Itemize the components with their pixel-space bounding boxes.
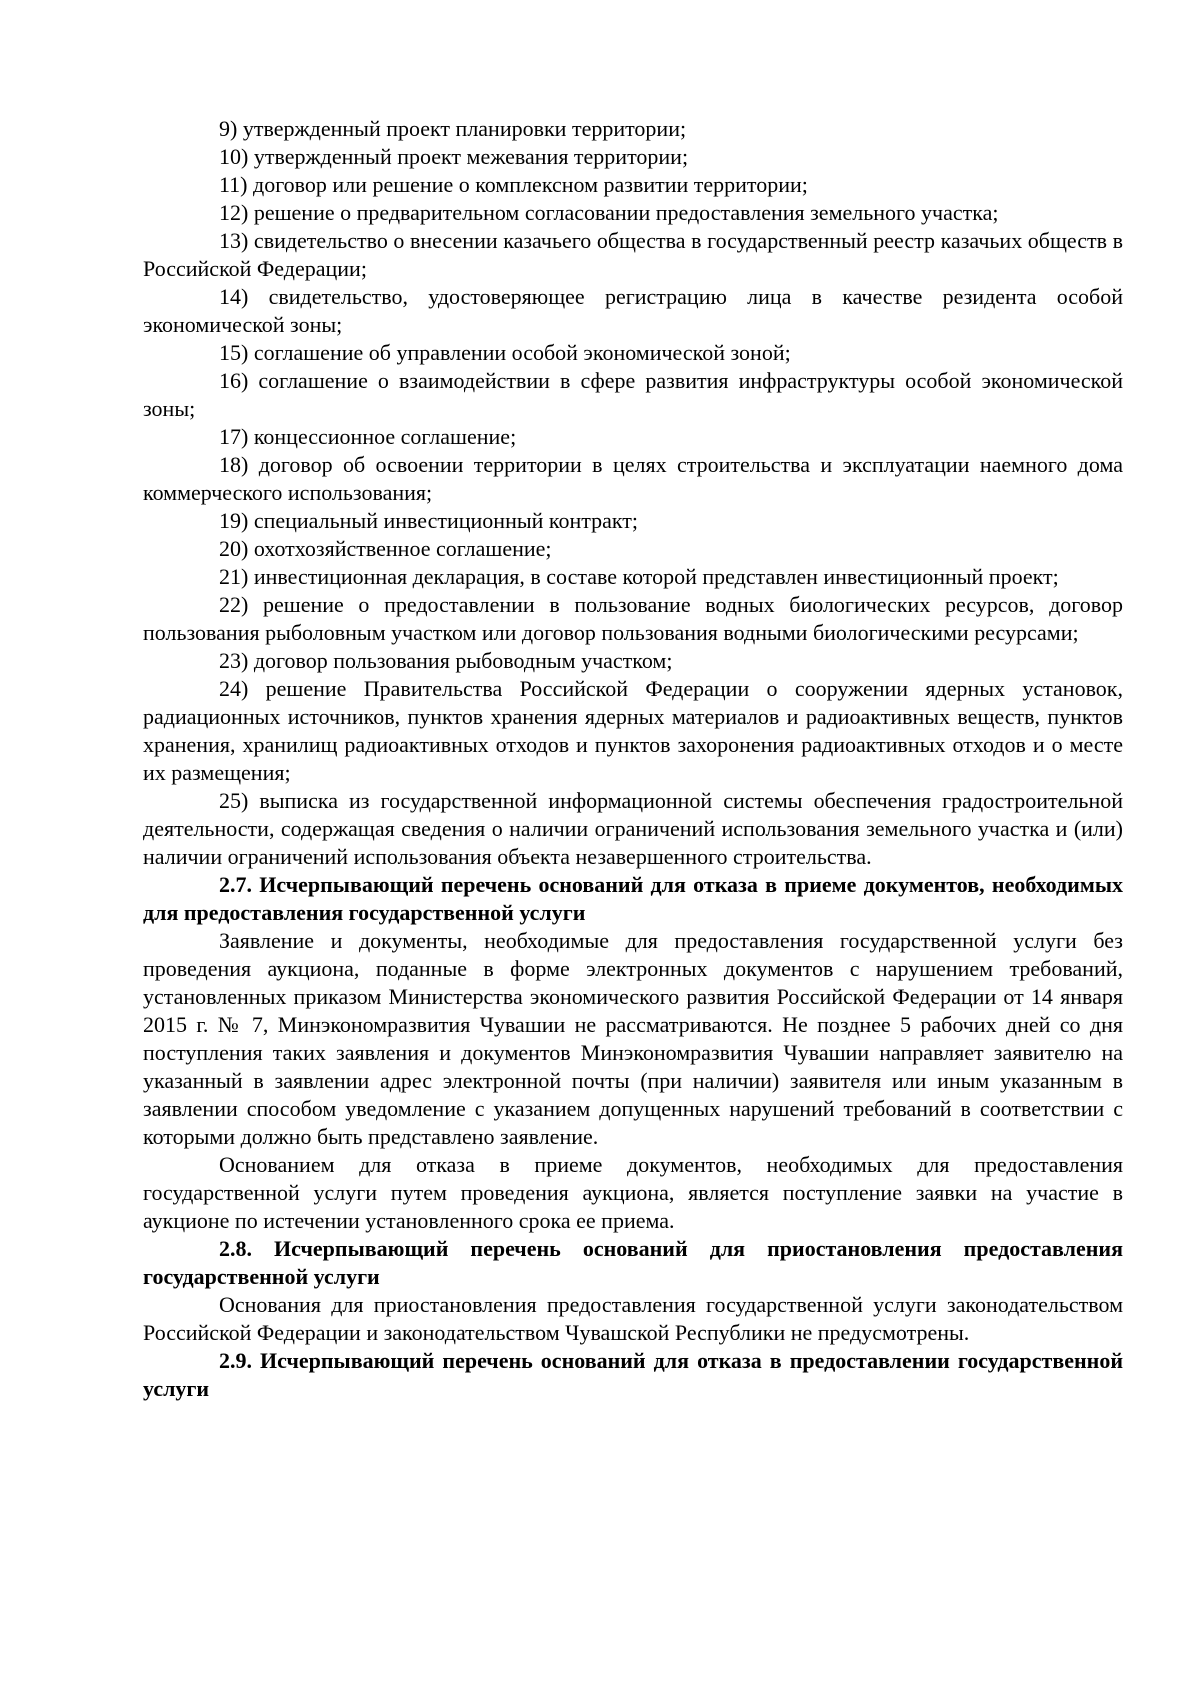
list-item-11: 11) договор или решение о комплексном развитии территории; bbox=[219, 172, 808, 197]
list-item-20: 20) охотхозяйственное соглашение; bbox=[219, 536, 552, 561]
list-item-14: 14) свидетельство, удостоверяющее регистрацию лица в качестве резидента особой экономической зоны; bbox=[143, 284, 1123, 337]
section-2-7-paragraph-2: Основанием для отказа в приеме документов, необходимых для предоставления государственной услуги путем проведения аукциона, является поступление заявки на участие в аукционе по истечении установленного срока ее приема. bbox=[143, 1152, 1123, 1233]
section-2-7-heading: 2.7. Исчерпывающий перечень оснований для отказа в приеме документов, необходимых для предоставления государственной услуги bbox=[143, 872, 1123, 925]
list-item-23: 23) договор пользования рыбоводным участком; bbox=[219, 648, 673, 673]
list-item-17: 17) концессионное соглашение; bbox=[219, 424, 517, 449]
section-2-9-heading: 2.9. Исчерпывающий перечень оснований для отказа в предоставлении государственной услуги bbox=[143, 1348, 1123, 1401]
list-item-22: 22) решение о предоставлении в пользование водных биологических ресурсов, договор пользования рыболовным участком или договор пользования водными биологическими ресурсами; bbox=[143, 592, 1123, 645]
list-item-25: 25) выписка из государственной информационной системы обеспечения градостроительной деятельности, содержащая сведения о наличии ограничений использования земельного участка и (или) наличии ограничений использования объекта незавершенного строительства. bbox=[143, 788, 1123, 869]
section-2-7-paragraph-1: Заявление и документы, необходимые для предоставления государственной услуги без проведения аукциона, поданные в форме электронных документов с нарушением требований, установленных приказом Министерства экономического развития Российской Федерации от 14 января 2015 г. № 7, Минэкономразвития Чувашии не рассматриваются. Не позднее 5 рабочих дней со дня поступления таких заявления и документов Минэкономразвития Чувашии направляет заявителю на указанный в заявлении адрес электронной почты (при наличии) заявителя или иным указанным в заявлении способом уведомление с указанием допущенных нарушений требований в соответствии с которыми должно быть представлено заявление. bbox=[143, 928, 1123, 1149]
section-2-8-paragraph-1: Основания для приостановления предоставления государственной услуги законодательством Российской Федерации и законодательством Чувашской Республики не предусмотрены. bbox=[143, 1292, 1123, 1345]
list-item-15: 15) соглашение об управлении особой экономической зоной; bbox=[219, 340, 791, 365]
document-body bbox=[143, 115, 1123, 1403]
section-2-8-heading: 2.8. Исчерпывающий перечень оснований для приостановления предоставления государственной услуги bbox=[143, 1236, 1123, 1289]
list-item-16: 16) соглашение о взаимодействии в сфере развития инфраструктуры особой экономической зоны; bbox=[143, 368, 1123, 421]
list-item-24: 24) решение Правительства Российской Федерации о сооружении ядерных установок, радиационных источников, пунктов хранения ядерных материалов и радиоактивных веществ, пунктов хранения, хранилищ радиоактивных отходов и пунктов захоронения радиоактивных отходов и о месте их размещения; bbox=[143, 676, 1123, 785]
list-item-9: 9) утвержденный проект планировки территории; bbox=[219, 116, 687, 141]
list-item-21: 21) инвестиционная декларация, в составе которой представлен инвестиционный проект; bbox=[219, 564, 1059, 589]
list-item-19: 19) специальный инвестиционный контракт; bbox=[219, 508, 639, 533]
list-item-13: 13) свидетельство о внесении казачьего общества в государственный реестр казачьих обществ в Российской Федерации; bbox=[143, 228, 1123, 281]
list-item-12: 12) решение о предварительном согласовании предоставления земельного участка; bbox=[219, 200, 999, 225]
list-item-10: 10) утвержденный проект межевания территории; bbox=[219, 144, 689, 169]
list-item-18: 18) договор об освоении территории в целях строительства и эксплуатации наемного дома коммерческого использования; bbox=[143, 452, 1123, 505]
